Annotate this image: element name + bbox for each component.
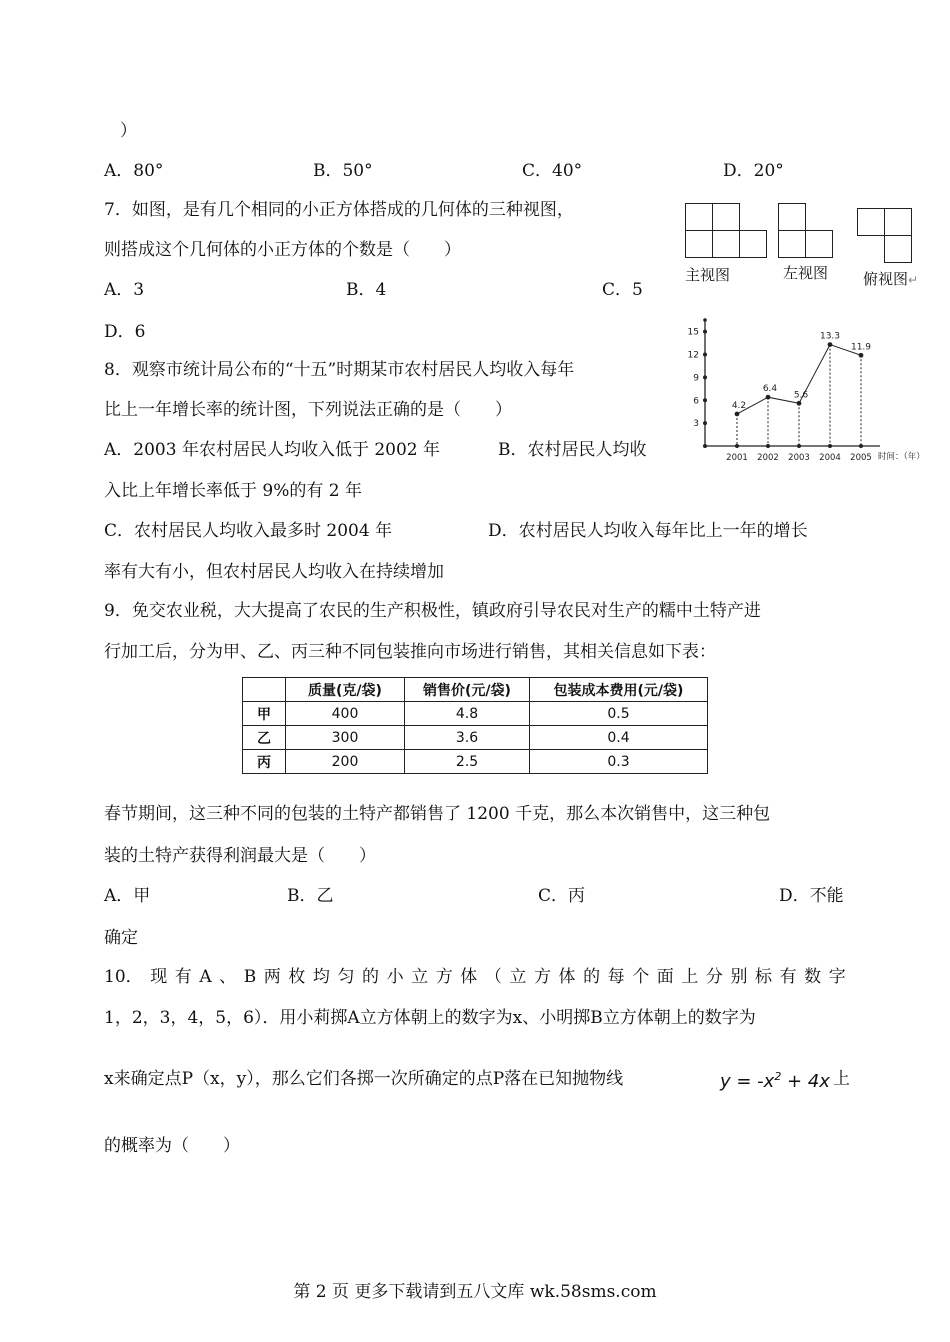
data-point (828, 342, 833, 347)
q9-line3: 春节期间，这三种不同的包装的土特产都销售了 1200 千克，那么本次销售中，这三种包 (104, 804, 771, 824)
q10-line1-char: 枚 (288, 967, 306, 987)
y-tick-dot (703, 330, 707, 334)
front-view-cell (685, 230, 713, 258)
q8-option-b: B．农村居民人均收 (498, 440, 647, 460)
income-growth-chart (675, 312, 945, 472)
q10-line1-char: 10． (104, 967, 143, 987)
q7-line2: 则搭成这个几何体的小正方体的个数是（ ） (104, 240, 461, 260)
data-label: 13.3 (819, 331, 841, 342)
q7-option-b: B．4 (346, 280, 387, 300)
left-view-cell (778, 203, 806, 231)
front-view-cell (712, 230, 740, 258)
front-view-label: 主视图 (685, 266, 731, 284)
top-view-label: 俯视图↵ (863, 270, 919, 288)
q9-option-c: C．丙 (538, 886, 586, 906)
data-label: 6.4 (762, 384, 778, 395)
front-view-cell (685, 203, 713, 231)
q10-line1-char: 数 (804, 967, 822, 987)
q6-tail: ） (120, 121, 137, 141)
q9-line2: 行加工后，分为甲、乙、丙三种不同包装推向市场进行销售，其相关信息如下表： (104, 642, 716, 662)
q10-line1-char: 两 (263, 967, 281, 987)
table-header-cell: 质量(克/袋) (286, 678, 405, 702)
table-cell: 0.3 (530, 750, 708, 774)
table-row (243, 702, 708, 726)
q6-option-d: D．20° (723, 161, 784, 181)
y-tick-label: 15 (687, 327, 699, 338)
y-tick-label: 12 (687, 350, 699, 361)
q8-option-c: C．农村居民人均收入最多时 2004 年 (104, 521, 393, 541)
q10-line1-char: （ (484, 967, 502, 987)
top-view-cell (884, 208, 912, 236)
parabola-formula: $y = -x^2 + 4x$ (720, 1070, 830, 1092)
table-row (243, 750, 708, 774)
q10-line1-char: 方 (533, 967, 551, 987)
q9-option-a: A．甲 (104, 886, 151, 906)
front-view-cell (712, 203, 740, 231)
front-view-cell (739, 230, 767, 258)
table-cell: 0.5 (530, 702, 708, 726)
q10-line1-char: 面 (656, 967, 674, 987)
left-view-label: 左视图 (783, 264, 829, 282)
table-cell: 4.8 (405, 702, 530, 726)
table-cell: 丙 (243, 750, 286, 774)
q6-option-a: A．80° (104, 161, 164, 181)
q9-line1: 9．免交农业税，大大提高了农民的生产积极性，镇政府引导农民对生产的糯中土特产进 (104, 601, 761, 621)
data-label: 11.9 (850, 342, 872, 353)
left-view-cell (805, 230, 833, 258)
q10-line1-char: 上 (681, 967, 699, 987)
q8-option-a: A．2003 年农村居民人均收入低于 2002 年 (104, 440, 441, 460)
q6-option-b: B．50° (313, 161, 373, 181)
q9-line5: 确定 (104, 928, 138, 948)
x-tick-label: 2001 (726, 453, 748, 463)
q10-line1-char: 每 (607, 967, 625, 987)
q10-line1-char: 标 (755, 967, 773, 987)
q10-line1 (104, 966, 846, 988)
q9-option-b: B．乙 (287, 886, 334, 906)
q10-line4: 的概率为（ ） (104, 1136, 240, 1156)
q10-line1-char: 分 (705, 967, 723, 987)
q7-option-c: C．5 (602, 280, 643, 300)
data-label: 5.6 (793, 390, 809, 401)
table-header-cell: 销售价(元/袋) (405, 678, 530, 702)
data-point (766, 395, 771, 400)
x-axis-label: 时间：（年） (878, 452, 925, 462)
q7-option-a: A．3 (104, 280, 145, 300)
q9-option-d: D．不能 (779, 886, 844, 906)
q10-line1-char: 立 (411, 967, 429, 987)
y-tick-dot (703, 375, 707, 379)
q8-line4: 入比上年增长率低于 9%的有 2 年 (104, 481, 362, 501)
q10-line1-char: 的 (583, 967, 601, 987)
q10-line1-char: 的 (362, 967, 380, 987)
page-footer: 第 2 页 更多下载请到五八文库 wk.58sms.com (293, 1282, 657, 1302)
top-view-cell (884, 235, 912, 263)
data-point (797, 401, 802, 406)
table-cell: 400 (286, 702, 405, 726)
three-views-figure (680, 200, 930, 295)
q10-line1-char: 有 (779, 967, 797, 987)
table-cell: 甲 (243, 702, 286, 726)
table-cell: 0.4 (530, 726, 708, 750)
q10-line3: x来确定点P（x，y），那么它们各掷一次所确定的点P落在已知抛物线 (104, 1069, 624, 1089)
table-header-cell (243, 678, 286, 702)
x-tick-label: 2005 (850, 453, 872, 463)
q10-line2: 1，2，3，4，5，6）．用小莉掷A立方体朝上的数字为x、小明掷B立方体朝上的数字为 (104, 1008, 756, 1028)
q8-line6: 率有大有小，但农村居民人均收入在持续增加 (104, 562, 444, 582)
q10-line1-char: 字 (828, 967, 846, 987)
q7-option-d: D．6 (104, 322, 146, 342)
q8-option-d: D．农村居民人均收入每年比上一年的增长 (488, 521, 808, 541)
table-row (243, 726, 708, 750)
table-cell: 2.5 (405, 750, 530, 774)
q10-line1-char: 均 (312, 967, 330, 987)
q10-line1-char: 小 (386, 967, 404, 987)
q10-line1-char: B (243, 967, 257, 987)
q8-line2: 比上一年增长率的统计图，下列说法正确的是（ ） (104, 400, 512, 420)
y-axis-arrow (703, 318, 707, 322)
left-view-cell (778, 230, 806, 258)
paragraph-mark: ↵ (908, 273, 919, 287)
q10-line1-char: 个 (632, 967, 650, 987)
table-header-cell: 包装成本费用(元/袋) (530, 678, 708, 702)
y-tick-label: 3 (693, 419, 699, 430)
q8-line1: 8．观察市统计局公布的“十五”时期某市农村居民人均收入每年 (104, 360, 575, 380)
q10-line1-char: 现 (150, 967, 168, 987)
q10-line1-char: 有 (174, 967, 192, 987)
y-tick-label: 6 (693, 396, 699, 407)
q10-line1-char: A (199, 967, 212, 987)
origin-dot (703, 444, 707, 448)
x-tick-label: 2003 (788, 453, 810, 463)
table-cell: 200 (286, 750, 405, 774)
top-view-cell (857, 208, 885, 236)
data-label: 4.2 (731, 400, 747, 411)
q10-line1-char: 方 (435, 967, 453, 987)
table-header-row (243, 678, 708, 702)
y-tick-dot (703, 353, 707, 357)
data-point (859, 353, 864, 358)
data-point (735, 412, 740, 417)
q10-line1-char: 别 (730, 967, 748, 987)
table-cell: 300 (286, 726, 405, 750)
x-tick-label: 2002 (757, 453, 779, 463)
q10-line1-char: 、 (219, 967, 237, 987)
q10-line1-char: 匀 (337, 967, 355, 987)
y-tick-dot (703, 421, 707, 425)
q10-line3-end: 上 (833, 1069, 850, 1089)
q10-line1-char: 立 (509, 967, 527, 987)
q7-line1: 7．如图，是有几个相同的小正方体搭成的几何体的三种视图， (104, 200, 574, 220)
table-cell: 乙 (243, 726, 286, 750)
x-tick-label: 2004 (819, 453, 841, 463)
q10-line1-char: 体 (558, 967, 576, 987)
q10-line1-char: 体 (460, 967, 478, 987)
y-tick-dot (703, 398, 707, 402)
packaging-table (242, 677, 708, 774)
table-cell: 3.6 (405, 726, 530, 750)
q6-option-c: C．40° (522, 161, 583, 181)
q9-line4: 装的土特产获得利润最大是（ ） (104, 846, 376, 866)
y-tick-label: 9 (693, 373, 699, 384)
